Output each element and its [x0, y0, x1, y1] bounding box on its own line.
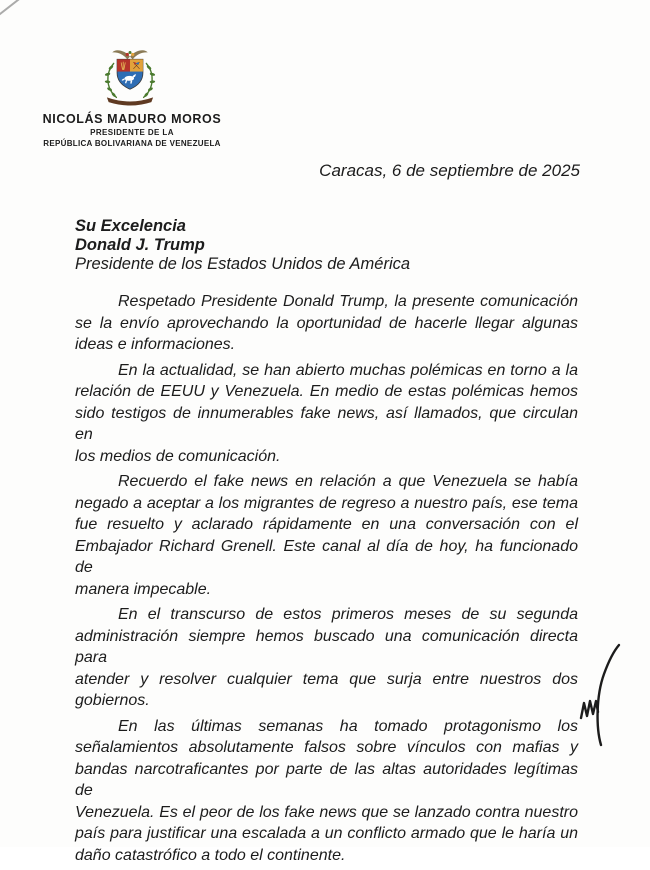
paragraph-line: negado a aceptar a los migrantes de regreso a nuestro país, ese tema	[75, 494, 578, 512]
paragraph-line: fue resuelto y aclarado rápidamente en una conversación con el	[75, 516, 578, 533]
recipient-honorific: Su Excelencia	[75, 217, 186, 235]
paragraph-line: daño catastrófico a todo el continente.	[75, 846, 346, 864]
paragraph-line: En las últimas semanas ha tomado protagonismo los	[118, 717, 578, 735]
letterhead	[22, 112, 242, 148]
paragraph-line: bandas narcotraficantes por parte de las altas autoridades legítimas de	[75, 760, 578, 799]
paragraph-line: Recuerdo el fake news en relación a que Venezuela se había	[118, 473, 578, 490]
paragraph-line: Embajador Richard Grenell. Este canal al día de hoy, ha funcionado de	[75, 537, 578, 576]
recipient-block	[75, 217, 410, 274]
paragraph-line: gobiernos.	[75, 692, 150, 709]
letterhead-title: PRESIDENTE DE LA	[90, 128, 174, 138]
paragraph	[75, 360, 578, 468]
paragraph-line: los medios de comunicación.	[75, 447, 281, 465]
paragraph-line: ideas e informaciones.	[75, 336, 236, 353]
paragraph	[75, 291, 578, 356]
paragraph-line: sido testigos de innumerables fake news, así llamados, que circulan en	[75, 404, 578, 443]
paragraph-line: se la envío aprovechando la oportunidad de hacerle llegar algunas	[75, 314, 578, 332]
letter-body	[75, 291, 578, 870]
dateline: Caracas, 6 de septiembre de 2025	[319, 161, 580, 180]
paragraph-line: atender y resolver cualquier tema que surja entre nuestros dos	[75, 670, 578, 688]
scan-artifact-corner	[0, 0, 21, 17]
paragraph-line: manera impecable.	[75, 580, 212, 598]
paragraph	[75, 716, 578, 867]
letterhead-subtitle: REPÚBLICA BOLIVARIANA DE VENEZUELA	[43, 138, 221, 148]
recipient-name: Donald J. Trump	[75, 236, 205, 254]
paragraph-line: Respetado Presidente Donald Trump, la presente comunicación	[118, 293, 578, 310]
paragraph-line: En la actualidad, se han abierto muchas polémicas en torno a la	[118, 361, 578, 379]
recipient-title: Presidente de los Estados Unidos de América	[75, 255, 411, 273]
paragraph-line: país para justificar una escalada a un conflicto armado que le haría un	[75, 825, 578, 842]
letterhead-name: NICOLÁS MADURO MOROS	[42, 112, 222, 126]
paragraph	[75, 471, 578, 600]
venezuela-coat-of-arms-icon	[96, 42, 164, 112]
paragraph-line: En el transcurso de estos primeros meses de su segunda	[118, 606, 578, 623]
paragraph-line: relación de EEUU y Venezuela. En medio de estas polémicas hemos	[75, 383, 578, 400]
paragraph-line: señalamientos absolutamente falsos sobre vínculos con mafias y	[75, 739, 578, 756]
paragraph-line: Venezuela. Es el peor de los fake news que se lanzado contra nuestro	[75, 803, 578, 821]
paragraph	[75, 604, 578, 712]
paragraph-line: administración siempre hemos buscado una comunicación directa para	[75, 627, 578, 666]
handwritten-paraph	[574, 638, 626, 753]
